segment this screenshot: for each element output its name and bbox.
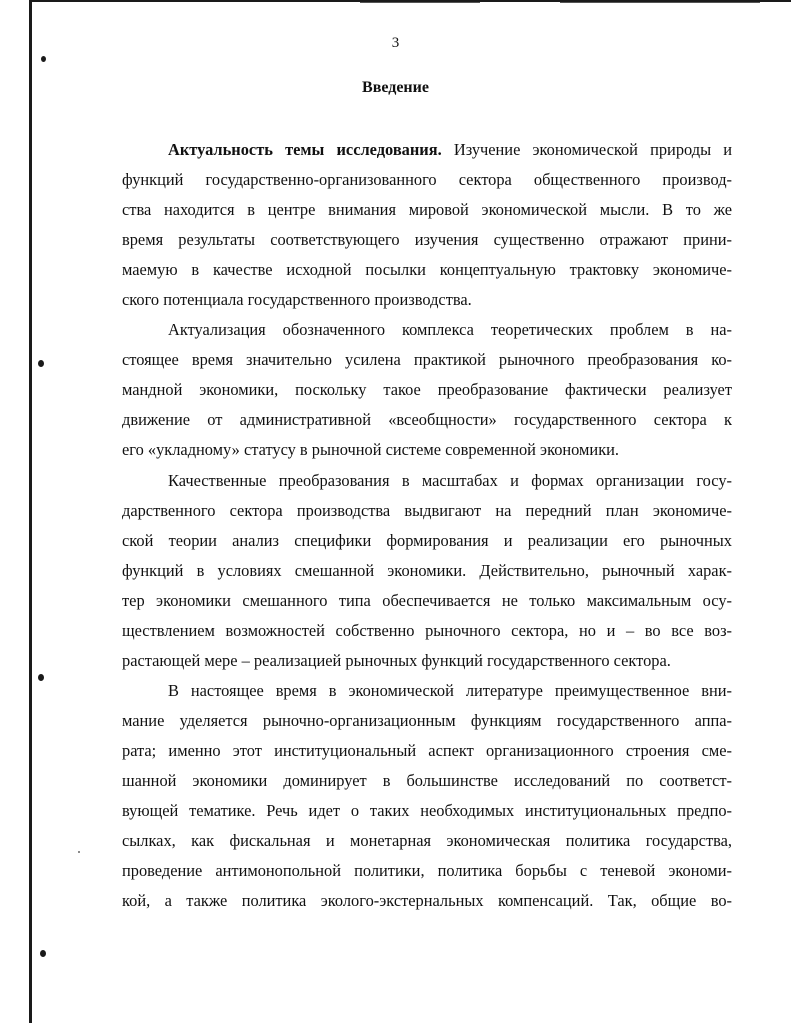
text-line: ского потенциала государственного производства. (122, 290, 472, 310)
text-line: кой, а также политика эколого-экстернальных компенсаций. Так, общие во- (122, 891, 732, 911)
scan-top-dash (560, 2, 760, 3)
text-line: функций в условиях смешанной экономики. Действительно, рыночный харак- (122, 560, 732, 580)
text-line: шанной экономики доминирует в большинстве исследований по соответст- (122, 770, 732, 790)
text-line: сылках, как фискальная и монетарная экономическая политика государства, (122, 831, 732, 851)
text-line: Качественные преобразования в масштабах и формах организации госу- (168, 470, 732, 490)
paragraph (122, 135, 732, 315)
text-line: стоящее время значительно усилена практикой рыночного преобразования ко- (122, 350, 732, 370)
section-heading: Введение (362, 79, 429, 96)
binding-hole-mark (38, 360, 44, 367)
page-number: 3 (391, 35, 400, 51)
paragraph (122, 466, 732, 676)
text-line: время результаты соответствующего изучения существенно отражают прини- (122, 230, 732, 250)
text-line: функций государственно-организованного сектора общественного производ- (122, 170, 732, 190)
text-line: ществлением возможностей собственно рыночного сектора, но и – во все воз- (122, 620, 732, 640)
text-line: Актуальность темы исследования. Изучение экономической природы и (168, 140, 732, 159)
text-line: движение от административной «всеобщности» государственного сектора к (122, 410, 732, 430)
text-line: мание уделяется рыночно-организационным функциям государственного аппа- (122, 710, 732, 730)
text-line: вующей тематике. Речь идет о таких необходимых институциональных предпо- (122, 801, 732, 821)
scan-speck (78, 851, 80, 853)
paragraph (122, 676, 732, 916)
text-line: ской теории анализ специфики формирования и реализации его рыночных (122, 530, 732, 550)
scan-left-border (29, 0, 32, 1023)
text-line: ства находится в центре внимания мировой экономической мысли. В то же (122, 200, 732, 220)
binding-hole-mark (38, 674, 44, 681)
paragraph (122, 315, 732, 465)
text-line: мандной экономики, поскольку такое преобразование фактически реализует (122, 380, 732, 400)
text-line: тер экономики смешанного типа обеспечивается не только максимальным осу- (122, 590, 732, 610)
paragraph-lead: Актуальность темы исследования. (168, 140, 442, 159)
body-text (122, 135, 732, 916)
text-line: дарственного сектора производства выдвигают на передний план экономиче- (122, 500, 732, 520)
text-line: маемую в качестве исходной посылки концептуальную трактовку экономиче- (122, 260, 732, 280)
text-line: В настоящее время в экономической литературе преимущественное вни- (168, 680, 732, 700)
text-line: его «укладному» статусу в рыночной системе современной экономики. (122, 440, 620, 460)
text-line: проведение антимонопольной политики, политика борьбы с теневой экономи- (122, 861, 732, 881)
text-line: Актуализация обозначенного комплекса теоретических проблем в на- (168, 320, 732, 340)
scan-top-dash (360, 2, 480, 3)
binding-hole-mark (40, 950, 46, 957)
text-line: растающей мере – реализацией рыночных функций государственного сектора. (122, 650, 671, 670)
text-line: рата; именно этот институциональный аспект организационного строения сме- (122, 740, 732, 760)
binding-hole-mark (41, 56, 46, 62)
